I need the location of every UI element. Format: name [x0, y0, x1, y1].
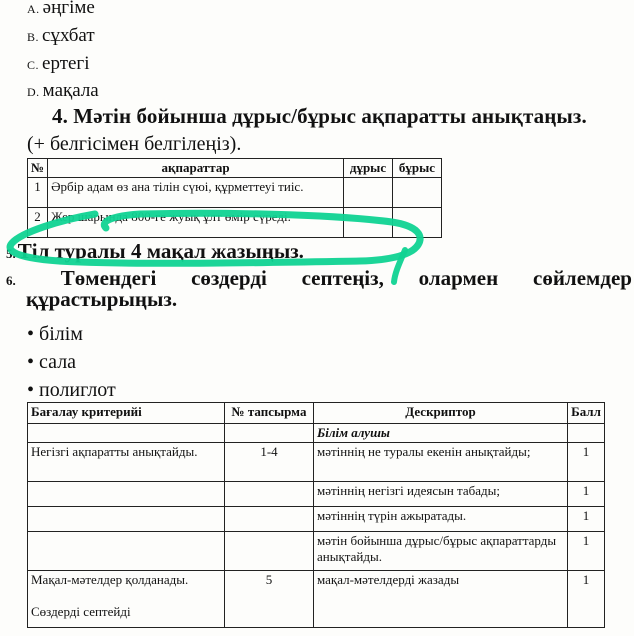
- subheader-row: [28, 424, 605, 443]
- true-cell[interactable]: [344, 178, 393, 208]
- header-criterion: Бағалау критерийі: [28, 403, 225, 424]
- table-row: [28, 482, 605, 507]
- task5-number: 5.: [6, 246, 16, 261]
- descriptor-cell: мәтіннің негізгі идеясын табады;: [314, 482, 568, 507]
- criterion-cell: [28, 482, 225, 507]
- score-cell: 1: [568, 507, 605, 532]
- table-header-row: [28, 403, 605, 424]
- criterion-cell: [28, 532, 225, 571]
- table-row: [28, 443, 605, 482]
- score-cell: 1: [568, 443, 605, 482]
- row-num: 2: [28, 208, 48, 238]
- task-cell: [225, 532, 314, 571]
- option-b: B. сұхбат: [27, 25, 95, 46]
- header-false: бұрыс: [393, 159, 442, 178]
- header-descriptor: Дескриптор: [314, 403, 568, 424]
- criterion-cell: Негізгі ақпаратты анықтайды.: [28, 443, 225, 482]
- table-row: [28, 507, 605, 532]
- task-cell: 5: [225, 571, 314, 628]
- bullet-item: • білім: [27, 323, 83, 345]
- bullet-item: • полиглот: [27, 379, 116, 401]
- table-row: [28, 208, 442, 238]
- table-row: [28, 178, 442, 208]
- task5-text: Тіл туралы 4 мақал жазыңыз.: [17, 239, 304, 263]
- row-text: Әрбір адам өз ана тілін сүюі, құрметтеуі тиіс.: [48, 178, 344, 208]
- true-cell[interactable]: [344, 208, 393, 238]
- task6-word: септеңіз,: [301, 266, 384, 290]
- task-cell: [225, 482, 314, 507]
- task6-word: сөздерді: [191, 266, 267, 290]
- score-cell: 1: [568, 532, 605, 571]
- assessment-table: [27, 402, 605, 628]
- option-d: D. мақала: [27, 80, 99, 101]
- option-a: A. әңгіме: [27, 0, 95, 18]
- descriptor-cell: мәтіннің не туралы екенін анықтайды;: [314, 443, 568, 482]
- descriptor-cell: мәтін бойынша дұрыс/бұрыс ақпараттарды анықтайды.: [314, 532, 568, 571]
- bullet-item: • сала: [27, 351, 77, 373]
- task-cell: 1-4: [225, 443, 314, 482]
- row-num: 1: [28, 178, 48, 208]
- descriptor-cell: мәтіннің түрін ажыратады.: [314, 507, 568, 532]
- task6-word: олармен: [418, 266, 499, 290]
- score-cell: 1: [568, 482, 605, 507]
- header-score: Балл: [568, 403, 605, 424]
- task-cell: [225, 507, 314, 532]
- criterion-cell: Мақал-мәтелдер қолданады. Сөздерді септейді: [28, 571, 225, 628]
- table-header-row: [28, 159, 442, 178]
- header-task-number: № тапсырма: [225, 403, 314, 424]
- true-false-table: [27, 158, 442, 238]
- option-c: C. ертегі: [27, 53, 90, 74]
- header-true: дұрыс: [344, 159, 393, 178]
- task6-line2: құрастырыңыз.: [26, 287, 178, 311]
- header-num: №: [28, 159, 48, 178]
- criterion-cell: [28, 507, 225, 532]
- descriptor-cell: мақал-мәтелдерді жазады: [314, 571, 568, 628]
- task6-word: сөйлемдер: [533, 266, 632, 290]
- task6: [6, 266, 634, 312]
- subheader: Білім алушы: [314, 424, 568, 443]
- task5: [6, 239, 304, 264]
- table-row: [28, 571, 605, 628]
- false-cell[interactable]: [393, 208, 442, 238]
- task4-title: 4. Мәтін бойынша дұрыс/бұрыс ақпаратты анықтаңыз.: [52, 104, 587, 128]
- task6-number: 6.: [6, 273, 16, 288]
- row-text: Жер шарында 800-ге жуық ұлт өмір сүреді.: [48, 208, 344, 238]
- task4-hint: (+ белгісімен белгілеңіз).: [27, 133, 242, 155]
- score-cell: 1: [568, 571, 605, 628]
- task6-word: Төмендегі: [60, 266, 157, 290]
- false-cell[interactable]: [393, 178, 442, 208]
- table-row: [28, 532, 605, 571]
- header-info: ақпараттар: [48, 159, 344, 178]
